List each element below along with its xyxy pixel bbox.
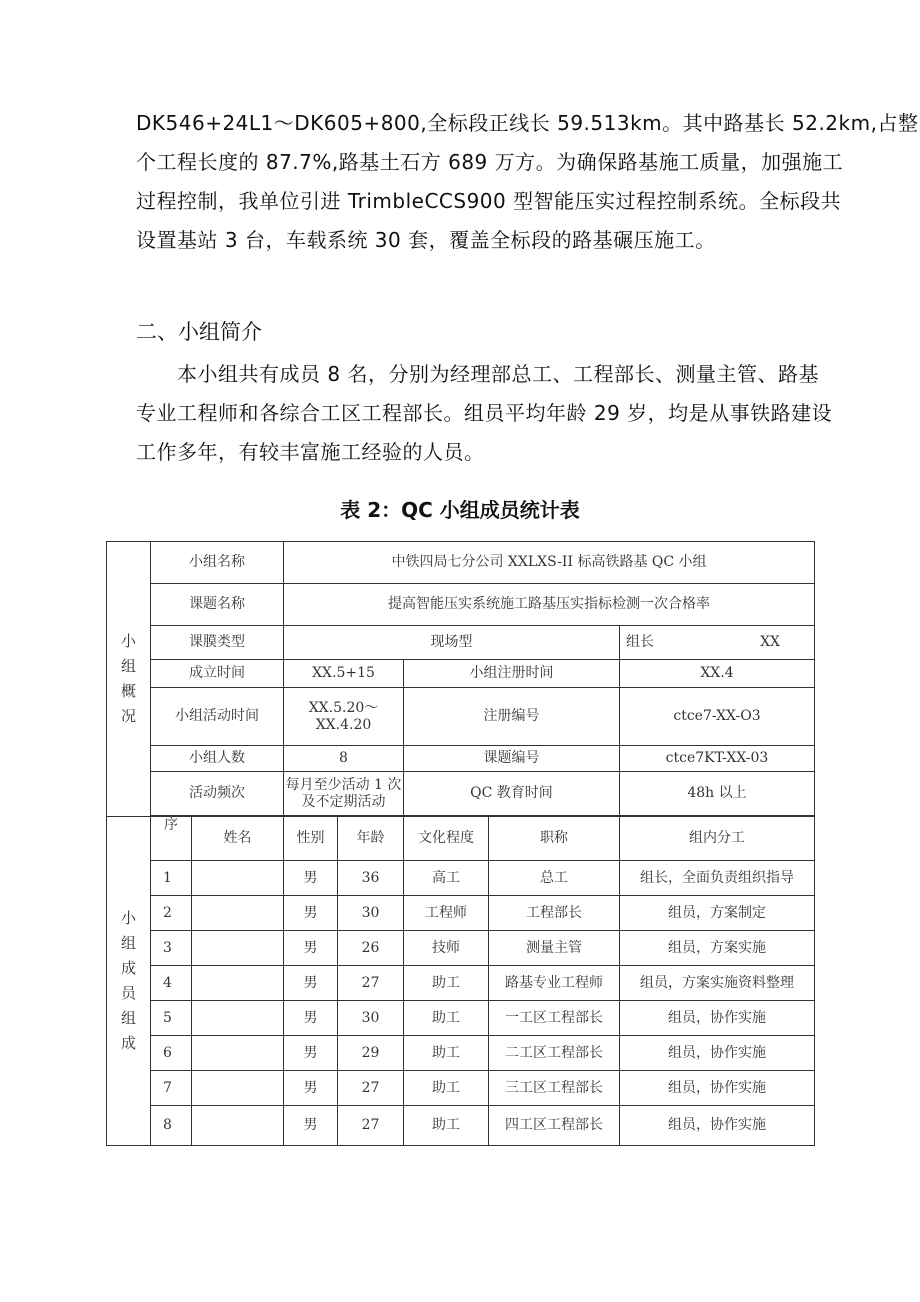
header-education: 文化程度 (404, 817, 489, 861)
registered-value: XX.4 (620, 660, 815, 688)
table-row (107, 966, 815, 1001)
topic-type-label: 课膜类型 (151, 626, 284, 660)
overview-row (107, 746, 815, 772)
member-education: 助工 (404, 1071, 489, 1106)
member-no: 6 (151, 1036, 192, 1071)
member-no: 8 (151, 1106, 192, 1146)
leader-label: 组长 (626, 634, 654, 650)
frequency-value: 每月至少活动 1 次及不定期活动 (284, 772, 404, 816)
overview-row (107, 626, 815, 660)
overview-row (107, 584, 815, 626)
header-no: 序 (151, 817, 192, 861)
member-title: 总工 (489, 861, 620, 896)
member-name (192, 1106, 284, 1146)
founded-label: 成立时间 (151, 660, 284, 688)
member-no: 3 (151, 931, 192, 966)
member-title: 一工区工程部长 (489, 1001, 620, 1036)
edu-time-label: QC 教育时间 (404, 772, 620, 816)
member-age: 36 (338, 861, 404, 896)
activity-time-label: 小组活动时间 (151, 688, 284, 746)
overview-row (107, 542, 815, 584)
text-line: DK546+24L1～DK605+800,全标段正线长 59.513km。其中路基长 52.2km,占整 (136, 111, 919, 135)
member-role: 组员，协作实施 (620, 1071, 815, 1106)
member-title: 二工区工程部长 (489, 1036, 620, 1071)
frequency-label: 活动频次 (151, 772, 284, 816)
member-age: 27 (338, 966, 404, 1001)
leader-value: XX (760, 634, 780, 650)
member-title: 测量主管 (489, 931, 620, 966)
member-no: 2 (151, 896, 192, 931)
topic-no-label: 课题编号 (404, 746, 620, 772)
group-name-value: 中铁四局七分公司 XXLXS-II 标高铁路基 QC 小组 (284, 542, 815, 584)
table-row (107, 896, 815, 931)
table-caption: 表 2：QC 小组成员统计表 (340, 498, 580, 522)
overview-side-label: 小 组 概 况 (107, 542, 151, 817)
member-gender: 男 (284, 966, 338, 1001)
member-education: 高工 (404, 861, 489, 896)
member-name (192, 896, 284, 931)
member-no: 5 (151, 1001, 192, 1036)
member-name (192, 1071, 284, 1106)
member-title: 工程部长 (489, 896, 620, 931)
members-header-row (107, 817, 815, 861)
intro-paragraph (136, 104, 919, 260)
member-education: 助工 (404, 966, 489, 1001)
member-role: 组长，全面负责组织指导 (620, 861, 815, 896)
members-count-label: 小组人数 (151, 746, 284, 772)
table-row (107, 861, 815, 896)
overview-row (107, 660, 815, 688)
topic-type-value: 现场型 (284, 626, 620, 660)
topic-name-value: 提高智能压实系统施工路基压实指标检测一次合格率 (284, 584, 815, 626)
member-role: 组员，协作实施 (620, 1036, 815, 1071)
member-gender: 男 (284, 931, 338, 966)
text-line: 设置基站 3 台，车载系统 30 套，覆盖全标段的路基碾压施工。 (136, 228, 716, 252)
member-gender: 男 (284, 1106, 338, 1146)
registration-no-value: ctce7-XX-O3 (620, 688, 815, 746)
member-education: 工程师 (404, 896, 489, 931)
header-role: 组内分工 (620, 817, 815, 861)
member-education: 助工 (404, 1036, 489, 1071)
overview-row (107, 688, 815, 746)
text-line: 过程控制，我单位引进 TrimbleCCS900 型智能压实过程控制系统。全标段共 (136, 189, 842, 213)
members-side-label: 小 组 成 员 组 成 (107, 817, 151, 1146)
member-no: 7 (151, 1071, 192, 1106)
member-name (192, 1001, 284, 1036)
member-gender: 男 (284, 896, 338, 931)
table-row (107, 1071, 815, 1106)
header-age: 年龄 (338, 817, 404, 861)
member-education: 技师 (404, 931, 489, 966)
member-role: 组员，协作实施 (620, 1106, 815, 1146)
member-role: 组员，协作实施 (620, 1001, 815, 1036)
header-title: 职称 (489, 817, 620, 861)
member-education: 助工 (404, 1001, 489, 1036)
member-age: 27 (338, 1071, 404, 1106)
member-role: 组员，方案实施 (620, 931, 815, 966)
table-row (107, 1106, 815, 1146)
member-no: 4 (151, 966, 192, 1001)
text-line: 个工程长度的 87.7%,路基土石方 689 万方。为确保路基施工质量，加强施工 (136, 150, 844, 174)
member-no: 1 (151, 861, 192, 896)
edu-time-value: 48h 以上 (620, 772, 815, 816)
member-gender: 男 (284, 1036, 338, 1071)
member-gender: 男 (284, 861, 338, 896)
leader-cell (620, 626, 815, 660)
text-line: 工作多年，有较丰富施工经验的人员。 (136, 440, 485, 464)
founded-value: XX.5+15 (284, 660, 404, 688)
member-gender: 男 (284, 1071, 338, 1106)
topic-name-label: 课题名称 (151, 584, 284, 626)
text-line: 本小组共有成员 8 名，分别为经理部总工、工程部长、测量主管、路基 (136, 362, 819, 386)
member-title: 路基专业工程师 (489, 966, 620, 1001)
member-title: 四工区工程部长 (489, 1106, 620, 1146)
member-role: 组员，方案制定 (620, 896, 815, 931)
member-age: 29 (338, 1036, 404, 1071)
header-name: 姓名 (192, 817, 284, 861)
member-age: 30 (338, 896, 404, 931)
member-age: 30 (338, 1001, 404, 1036)
qc-member-table (106, 541, 815, 1146)
member-education: 助工 (404, 1106, 489, 1146)
group-intro-paragraph (136, 355, 833, 472)
overview-row (107, 772, 815, 816)
member-name (192, 966, 284, 1001)
table-row (107, 931, 815, 966)
member-name (192, 931, 284, 966)
table-row (107, 1036, 815, 1071)
member-title: 三工区工程部长 (489, 1071, 620, 1106)
member-role: 组员，方案实施资料整理 (620, 966, 815, 1001)
group-name-label: 小组名称 (151, 542, 284, 584)
table-row (107, 1001, 815, 1036)
member-gender: 男 (284, 1001, 338, 1036)
member-name (192, 1036, 284, 1071)
text-line: 专业工程师和各综合工区工程部长。组员平均年龄 29 岁，均是从事铁路建设 (136, 401, 833, 425)
members-count-value: 8 (284, 746, 404, 772)
member-age: 26 (338, 931, 404, 966)
section-heading: 二、小组简介 (136, 320, 262, 344)
topic-no-value: ctce7KT-XX-03 (620, 746, 815, 772)
registration-no-label: 注册编号 (404, 688, 620, 746)
registered-label: 小组注册时间 (404, 660, 620, 688)
activity-time-value: XX.5.20～XX.4.20 (284, 688, 404, 746)
header-gender: 性别 (284, 817, 338, 861)
member-name (192, 861, 284, 896)
member-age: 27 (338, 1106, 404, 1146)
